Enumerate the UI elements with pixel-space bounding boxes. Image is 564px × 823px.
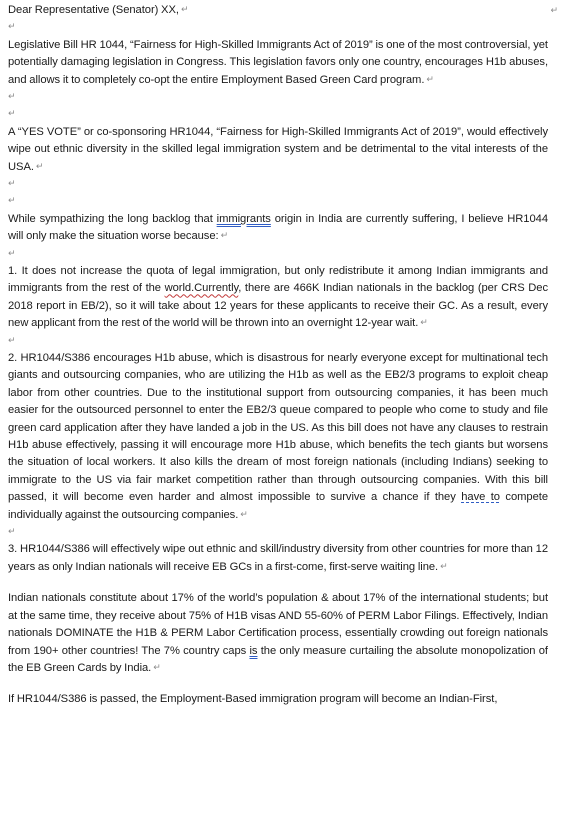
greeting-text: Dear Representative (Senator) XX,: [8, 4, 179, 16]
paragraph-mark-icon: ↵: [35, 160, 44, 171]
paragraph-text: Legislative Bill HR 1044, “Fairness for High-Skilled Immigrants Act of 2019” is one of the most controversial, yet potentially damaging legislation in Congress. This legislation favors only one country, encourages H1b abuses, and allows it to completely co-opt the entire Employment Based Green Card program.: [8, 38, 548, 86]
empty-line: [8, 333, 548, 350]
paragraph-mark-icon: ↵: [440, 560, 448, 571]
paragraph-text-start: 2. HR1044/S386 encourages H1b abuse, which is disastrous for nearly everyone except for multinational tech giants and outsourcing companies, who are utilizing the H1b as well as the EB2/3 programs to exploit cheap labor from other countries. Due to the institutional support from outsourcing companies, it has been much easier for the outsourced personnel to enter the EB2/3 queue compared to people who come to study and file green card application after they have landed a job in the US. As this bill does not have any clauses to restrain H1b abuse effectively, passing it will encourage more H1b abuse, which benefits the tech giants but worsens the situation of local workers. It also kills the dream of most foreign nationals (including Indians) seeking to immigrate to the US via fair market competition rather than through outsourcing companies. With this bill passed, it will become even harder and almost impossible to survive a chance if they: [8, 352, 548, 504]
paragraph-text-start: Indian nationals constitute about 17% of the world’s population & about 17% of the international students; but at the same time, they receive about 75% of H1B visas AND 55-60% of PERM Labor Filings. Effectively, Indian nationals DOMINATE the H1B & PERM Labor Certification process, essentially crowding out foreign nationals from 190+ other countries! The 7% country caps: [8, 592, 548, 657]
paragraph-mark-icon: ↵: [8, 334, 16, 345]
paragraph-point-3: [8, 541, 548, 576]
paragraph-if-passed: [8, 691, 548, 708]
paragraph-mark-icon: ↵: [8, 21, 16, 32]
empty-line: [8, 576, 548, 590]
empty-line: [8, 89, 548, 106]
paragraph-mark-icon: ↵: [426, 73, 434, 84]
paragraph-text-end: the only measure curtailing the absolute monopolization of the EB Green Cards by India.: [8, 644, 548, 674]
empty-line: [8, 106, 548, 123]
paragraph-mark-icon: ↵: [180, 4, 189, 14]
empty-line: [8, 19, 548, 36]
letter-body[interactable]: [8, 2, 548, 709]
paragraph-text-start: 1. It does not increase the quota of legal immigration, but only redistribute it among Indian immigrants and immigrants from the rest of the: [8, 265, 548, 295]
paragraph-mark-icon: ↵: [8, 108, 16, 119]
paragraph-mark-icon: ↵: [8, 195, 16, 206]
paragraph-bill-intro: [8, 37, 548, 89]
empty-line: [8, 246, 548, 263]
paragraph-mark-icon: ↵: [8, 247, 16, 258]
greeting-line: [8, 2, 548, 19]
empty-line: [8, 524, 548, 541]
paragraph-mark-icon: ↵: [420, 317, 428, 328]
paragraph-mark-icon: ↵: [550, 5, 558, 15]
paragraph-mark-icon: ↵: [8, 526, 16, 537]
paragraph-text-start: While sympathizing the long backlog that: [8, 212, 217, 225]
paragraph-point-2: [8, 350, 548, 524]
paragraph-mark-icon: ↵: [153, 661, 161, 672]
paragraph-text: If HR1044/S386 is passed, the Employment-Based immigration program will become an Indian-First,: [8, 693, 498, 706]
paragraph-sympathizing: [8, 211, 548, 246]
grammar-flagged-phrase[interactable]: have to: [461, 491, 500, 504]
paragraph-mark-icon: ↵: [240, 508, 248, 519]
empty-line: [8, 677, 548, 691]
paragraph-text-end: , there are 466K Indian nationals in the backlog (per CRS Dec 2018 report in EB/2), so it will take about 12 years for these applicants to receive their GC. As a result, every new applicant from the rest of the world will be thrown into an overnight 12-year wait.: [8, 282, 548, 330]
empty-line: [8, 176, 548, 193]
paragraph-mark-icon: ↵: [8, 91, 16, 102]
spelling-flagged-word[interactable]: world.Currently: [164, 282, 239, 295]
grammar-flagged-word[interactable]: is: [249, 644, 258, 657]
paragraph-mark-icon: ↵: [8, 178, 16, 189]
paragraph-text: 3. HR1044/S386 will effectively wipe out ethnic and skill/industry diversity from other countries for more than 12 years as only Indian nationals will receive EB GCs in a first-come, first-serve waiting line.: [8, 543, 548, 573]
paragraph-text: A “YES VOTE” or co-sponsoring HR1044, “Fairness for High-Skilled Immigrants Act of 2019”, would effectively wipe out ethnic diversity in the skilled legal immigration system and be detrimental to the vital interests of the USA.: [8, 125, 548, 173]
paragraph-point-1: [8, 263, 548, 333]
empty-line: [8, 193, 548, 210]
paragraph-yes-vote: [8, 124, 548, 176]
paragraph-indian-nationals: [8, 590, 548, 677]
grammar-flagged-word[interactable]: immigrants: [216, 212, 271, 225]
paragraph-text-end: origin in India are currently suffering, I believe HR1044 will only make the situation worse because:: [8, 212, 548, 243]
paragraph-mark-icon: ↵: [220, 230, 229, 241]
paragraph-text-end: compete individually against the outsourcing companies.: [8, 491, 548, 521]
